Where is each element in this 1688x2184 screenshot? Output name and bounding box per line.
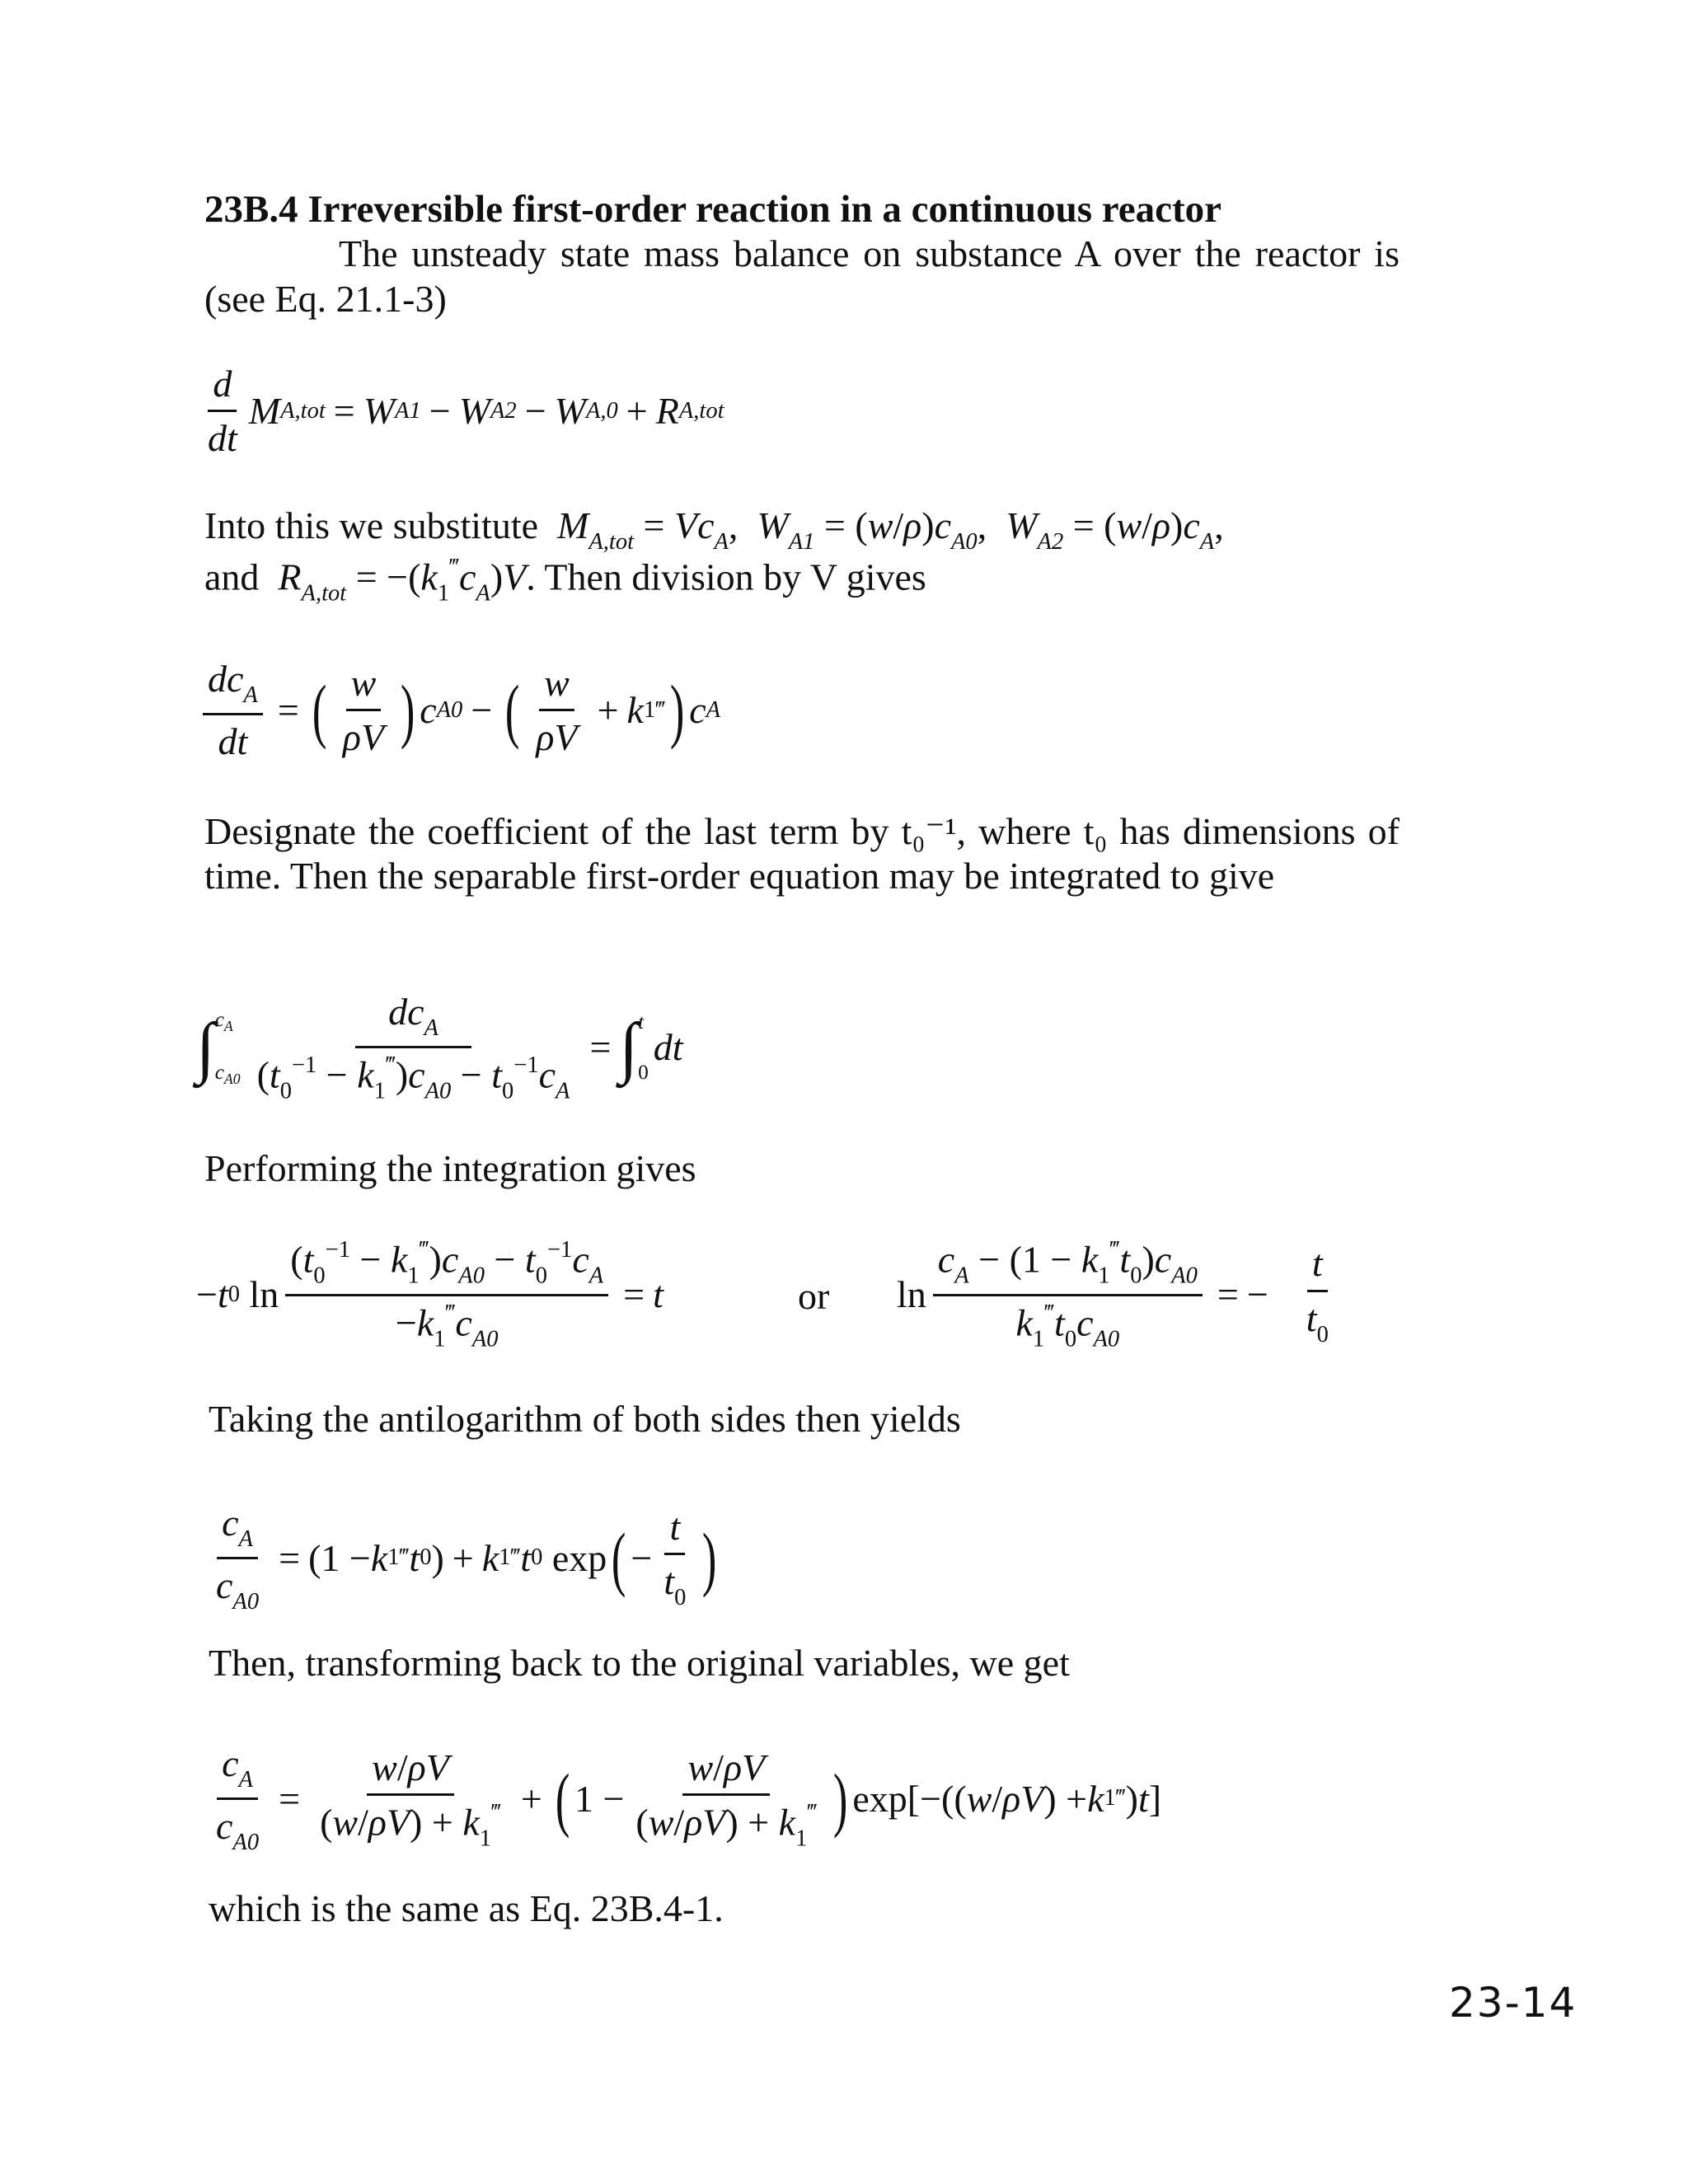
paragraph-designate: Designate the coefficient of the last term by t₀⁻¹, where t₀ has dimensions of time. Then the separable first-order equation may be integrated to give bbox=[204, 810, 1400, 898]
paragraph-performing: Performing the integration gives bbox=[204, 1147, 696, 1189]
paragraph-conclusion: which is the same as Eq. 23B.4-1. bbox=[209, 1887, 724, 1929]
equation-integrated-log-alt: ln $\frac{c_A - (1 - k_1^‴t_0)c_{A0}}{k_1^‴t_0c_{A0}}$ = − $\frac{t}{t_0}$ bbox=[897, 1237, 1329, 1352]
equation-final: $\frac{c_A}{c_{A0}}$ = $\frac{w/\rho V}{(w/\rho V) + k_1^‴}$ + ( 1 − $\frac{w/\rho V}{(w/\rho V) + k_1^‴}$ ) exp[−(( w / ρV ) + k 1 ‴ ) t ] bbox=[216, 1742, 1162, 1855]
equation-differential: $\frac{dc_A}{dt}$ = ( $\frac{w}{\rho V}$ ) c A0 − ( $\frac{w}{\rho V}$ + k 1 ‴ ) c A bbox=[196, 656, 720, 764]
paragraph-antilog: Taking the antilogarithm of both sides then yields bbox=[209, 1398, 961, 1440]
section-title: Irreversible first-order reaction in a continuous reactor bbox=[307, 188, 1221, 231]
substitution-text-1: Into this we substitute bbox=[204, 504, 539, 546]
substitution-text-2: and bbox=[204, 555, 260, 598]
paragraph-transforming: Then, transforming back to the original variables, we get bbox=[209, 1642, 1070, 1684]
section-number: 23B.4 bbox=[204, 188, 298, 231]
equation-mass-balance: $\frac{d}{dt}$ M A,tot = W A1 − W A2 − W A,0 + R A,tot bbox=[208, 363, 724, 460]
paragraph-intro: The unsteady state mass balance on substance A over the reactor is (see Eq. 21.1-3) bbox=[204, 232, 1400, 321]
paragraph-substitution: Into this we substitute $M_{A,tot} = Vc_A$, $W_{A1} = (w/\rho)c_{A0}$, $W_{A2} = (w/\rho)c_A$, bbox=[204, 504, 1224, 555]
substitution-text-3: . Then division by V gives bbox=[526, 555, 926, 598]
paragraph-substitution-2: and $R_{A,tot} = -(k_1^‴c_A)V$. Then division by V gives bbox=[204, 555, 926, 607]
or-text: or bbox=[798, 1275, 830, 1317]
equation-integrated-log: − t 0 ln $\frac{(t_0^{-1} - k_1^‴)c_{A0} - t_0^{-1}c_A}{-k_1^‴c_{A0}}$ = t bbox=[196, 1237, 663, 1352]
section-heading bbox=[204, 186, 1221, 232]
equation-integral: ∫ $c_A$ $c_{A0}$ $\frac{dc_A}{(t_0^{-1} - k_1^‴)c_{A0} - t_0^{-1}c_A}$ = ∫ t 0 dt bbox=[196, 991, 683, 1104]
equation-concentration-ratio: $\frac{c_A}{c_{A0}}$ = (1 − k 1 ‴ t 0 ) + k 1 ‴ t 0 exp ( − $\frac{t}{t_0}$ ) bbox=[216, 1502, 717, 1615]
page-number: 23-14 bbox=[1449, 1979, 1578, 2027]
